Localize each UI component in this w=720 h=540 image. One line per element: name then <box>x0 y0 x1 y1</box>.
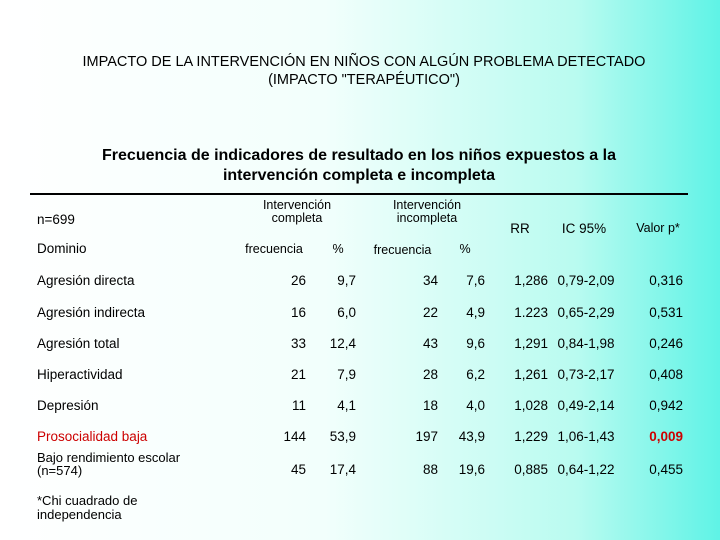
row-label: Depresión <box>37 398 99 413</box>
group-incomplete-line-2: incompleta <box>396 211 458 225</box>
row-label: Agresión directa <box>37 273 135 288</box>
row-label-line-2: (n=574) <box>37 463 83 478</box>
p-value: 0,246 <box>649 336 683 351</box>
header-pct-incompleta: % <box>459 242 471 256</box>
freq-incompleta: 28 <box>422 367 438 382</box>
rr-value: 1,028 <box>514 398 548 413</box>
p-value: 0,455 <box>649 462 683 477</box>
pct-incompleta: 7,6 <box>466 273 485 288</box>
row-label: Hiperactividad <box>37 367 123 382</box>
pct-completa: 4,1 <box>337 398 356 413</box>
ic95-value: 0,84-1,98 <box>557 336 615 351</box>
pct-completa: 7,9 <box>337 367 356 382</box>
row-label: Agresión indirecta <box>37 305 146 320</box>
pct-incompleta: 6,2 <box>466 367 485 382</box>
rr-value: 1,229 <box>514 429 548 444</box>
n-label: n=699 <box>37 212 75 227</box>
p-value-significant: 0,009 <box>649 429 683 444</box>
group-incomplete-line-1: Intervención <box>392 198 462 212</box>
freq-completa: 33 <box>290 336 306 351</box>
p-value: 0,316 <box>649 273 683 288</box>
freq-incompleta: 18 <box>422 398 438 413</box>
row-label-highlighted: Prosocialidad baja <box>37 429 148 444</box>
ic95-value: 0,79-2,09 <box>557 273 615 288</box>
ic95-value: 0,64-1,22 <box>557 462 615 477</box>
p-value: 0,531 <box>649 305 683 320</box>
header-intervencion-completa <box>232 199 362 225</box>
rr-value: 0,885 <box>514 462 548 477</box>
header-rr: RR <box>510 221 530 236</box>
pct-incompleta: 19,6 <box>458 462 485 477</box>
freq-completa: 21 <box>290 367 306 382</box>
freq-incompleta: 197 <box>415 429 438 444</box>
pct-incompleta: 4,0 <box>466 398 485 413</box>
pct-incompleta: 9,6 <box>466 336 485 351</box>
rr-value: 1,286 <box>514 273 548 288</box>
group-complete-line-1: Intervención <box>262 198 332 212</box>
ic95-value: 0,73-2,17 <box>557 367 615 382</box>
freq-incompleta: 43 <box>422 336 438 351</box>
footnote-line-1: *Chi cuadrado de <box>37 493 138 508</box>
pct-completa: 6,0 <box>337 305 356 320</box>
freq-completa: 144 <box>283 429 306 444</box>
group-complete-line-2: completa <box>271 211 323 225</box>
header-intervencion-incompleta <box>362 199 492 225</box>
freq-incompleta: 88 <box>422 462 438 477</box>
dominio-label: Dominio <box>37 241 87 256</box>
ic95-value: 0,65-2,29 <box>557 305 615 320</box>
ic95-value: 1,06-1,43 <box>557 429 615 444</box>
subtitle-line-2: intervención completa e incompleta <box>222 167 496 184</box>
footnote-line-2: independencia <box>37 507 122 522</box>
pct-incompleta: 43,9 <box>458 429 485 444</box>
header-pct-completa: % <box>332 242 344 256</box>
row-label-line-1: Bajo rendimiento escolar <box>37 450 181 465</box>
table-subtitle <box>0 146 718 186</box>
freq-incompleta: 34 <box>422 273 438 288</box>
row-label: Agresión total <box>37 336 120 351</box>
pct-completa: 9,7 <box>337 273 356 288</box>
rr-value: 1,291 <box>514 336 548 351</box>
pct-completa: 17,4 <box>329 462 356 477</box>
table-top-rule <box>30 193 688 195</box>
p-value: 0,408 <box>649 367 683 382</box>
footnote <box>37 494 197 522</box>
header-valor-p: Valor p* <box>636 221 680 235</box>
pct-completa: 53,9 <box>329 429 356 444</box>
rr-value: 1.223 <box>514 305 548 320</box>
pct-incompleta: 4,9 <box>466 305 485 320</box>
row-label <box>37 451 180 477</box>
header-frecuencia-completa: frecuencia <box>245 242 303 256</box>
freq-incompleta: 22 <box>422 305 438 320</box>
pct-completa: 12,4 <box>329 336 356 351</box>
freq-completa: 45 <box>290 462 306 477</box>
freq-completa: 16 <box>290 305 306 320</box>
header-ic95: IC 95% <box>561 221 607 236</box>
subtitle-line-1: Frecuencia de indicadores de resultado en los niños expuestos a la <box>102 147 616 164</box>
header-frecuencia-incompleta: frecuencia <box>373 243 432 257</box>
ic95-value: 0,49-2,14 <box>557 398 615 413</box>
p-value: 0,942 <box>649 398 683 413</box>
rr-value: 1,261 <box>514 367 548 382</box>
freq-completa: 11 <box>291 398 306 413</box>
header-line-1: IMPACTO DE LA INTERVENCIÓN EN NIÑOS CON ALGÚN PROBLEMA DETECTADO <box>82 54 646 70</box>
slide-header <box>0 53 720 89</box>
header-line-2: (IMPACTO "TERAPÉUTICO") <box>268 72 460 88</box>
freq-completa: 26 <box>290 273 306 288</box>
